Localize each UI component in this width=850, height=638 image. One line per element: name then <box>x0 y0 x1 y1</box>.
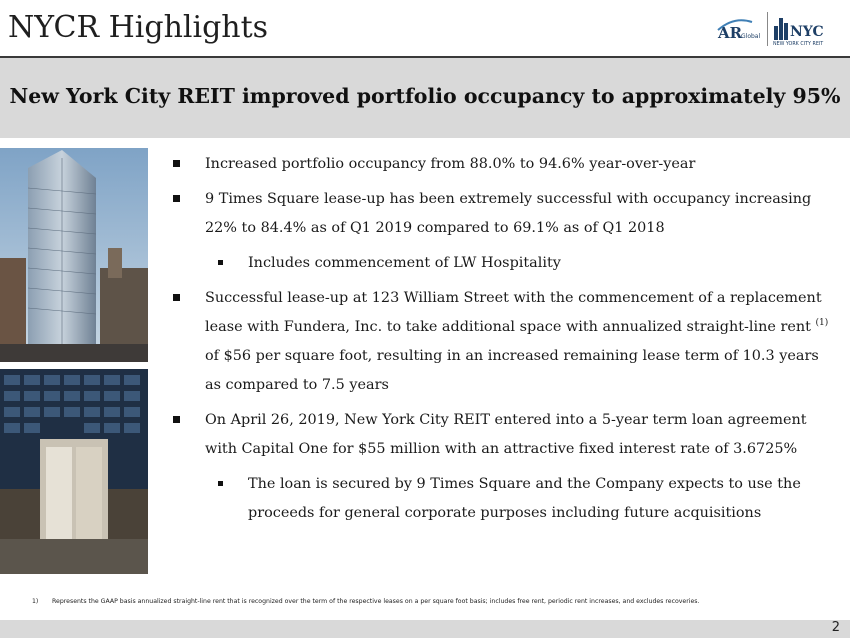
bullet-square-icon <box>173 160 180 167</box>
sub-list-item: Includes commencement of LW Hospitality <box>172 249 832 278</box>
ar-global-logo-icon <box>712 8 842 50</box>
bullet-square-icon <box>173 416 180 423</box>
tower-photo <box>0 148 148 362</box>
list-item: Successful lease-up at 123 William Street with the commencement of a replacement lease with Fundera, Inc. to take additional space with annualized straight-line rent $^{(1)}$ of $56 per square foot, resulting in an increased remaining lease term of 10.3 years as compared to 7.5 years <box>172 284 832 400</box>
headline-text: New York City REIT improved portfolio occupancy to approximately 95% <box>9 84 841 108</box>
highlights-list <box>172 150 832 528</box>
list-item: 9 Times Square lease-up has been extremely successful with occupancy increasing 22% to 84.4% as of Q1 2019 compared to 69.1% as of Q1 2018 <box>172 185 832 243</box>
footnote: 1) Represents the GAAP basis annualized straight-line rent that is recognized over the term of the respective leases on a per square foot basis; includes free rent, periodic rent increases, and excludes recoveries. <box>32 598 700 605</box>
bullet-square-icon <box>173 294 180 301</box>
page-number: 2 <box>831 620 840 635</box>
page-title: NYCR Highlights <box>8 10 269 45</box>
headline-banner <box>0 58 850 138</box>
list-item: On April 26, 2019, New York City REIT entered into a 5-year term loan agreement with Capital One for $55 million with an attractive fixed interest rate of 3.6725% <box>172 406 832 464</box>
sub-list-item: The loan is secured by 9 Times Square and the Company expects to use the proceeds for general corporate purposes including future acquisitions <box>172 470 832 528</box>
sub-bullet-square-icon <box>218 481 223 486</box>
svg-text:NYC: NYC <box>790 24 824 40</box>
footnote-ref: (1) <box>815 318 829 329</box>
list-item: Increased portfolio occupancy from 88.0% to 94.6% year-over-year <box>172 150 832 179</box>
svg-text:AR: AR <box>718 24 743 42</box>
footer-bar <box>0 620 850 638</box>
bullet-square-icon <box>173 195 180 202</box>
svg-text:NEW YORK CITY REIT: NEW YORK CITY REIT <box>773 42 824 47</box>
svg-text:Global: Global <box>741 33 761 40</box>
lobby-photo <box>0 369 148 574</box>
company-logos <box>712 8 842 50</box>
sub-bullet-square-icon <box>218 260 223 265</box>
